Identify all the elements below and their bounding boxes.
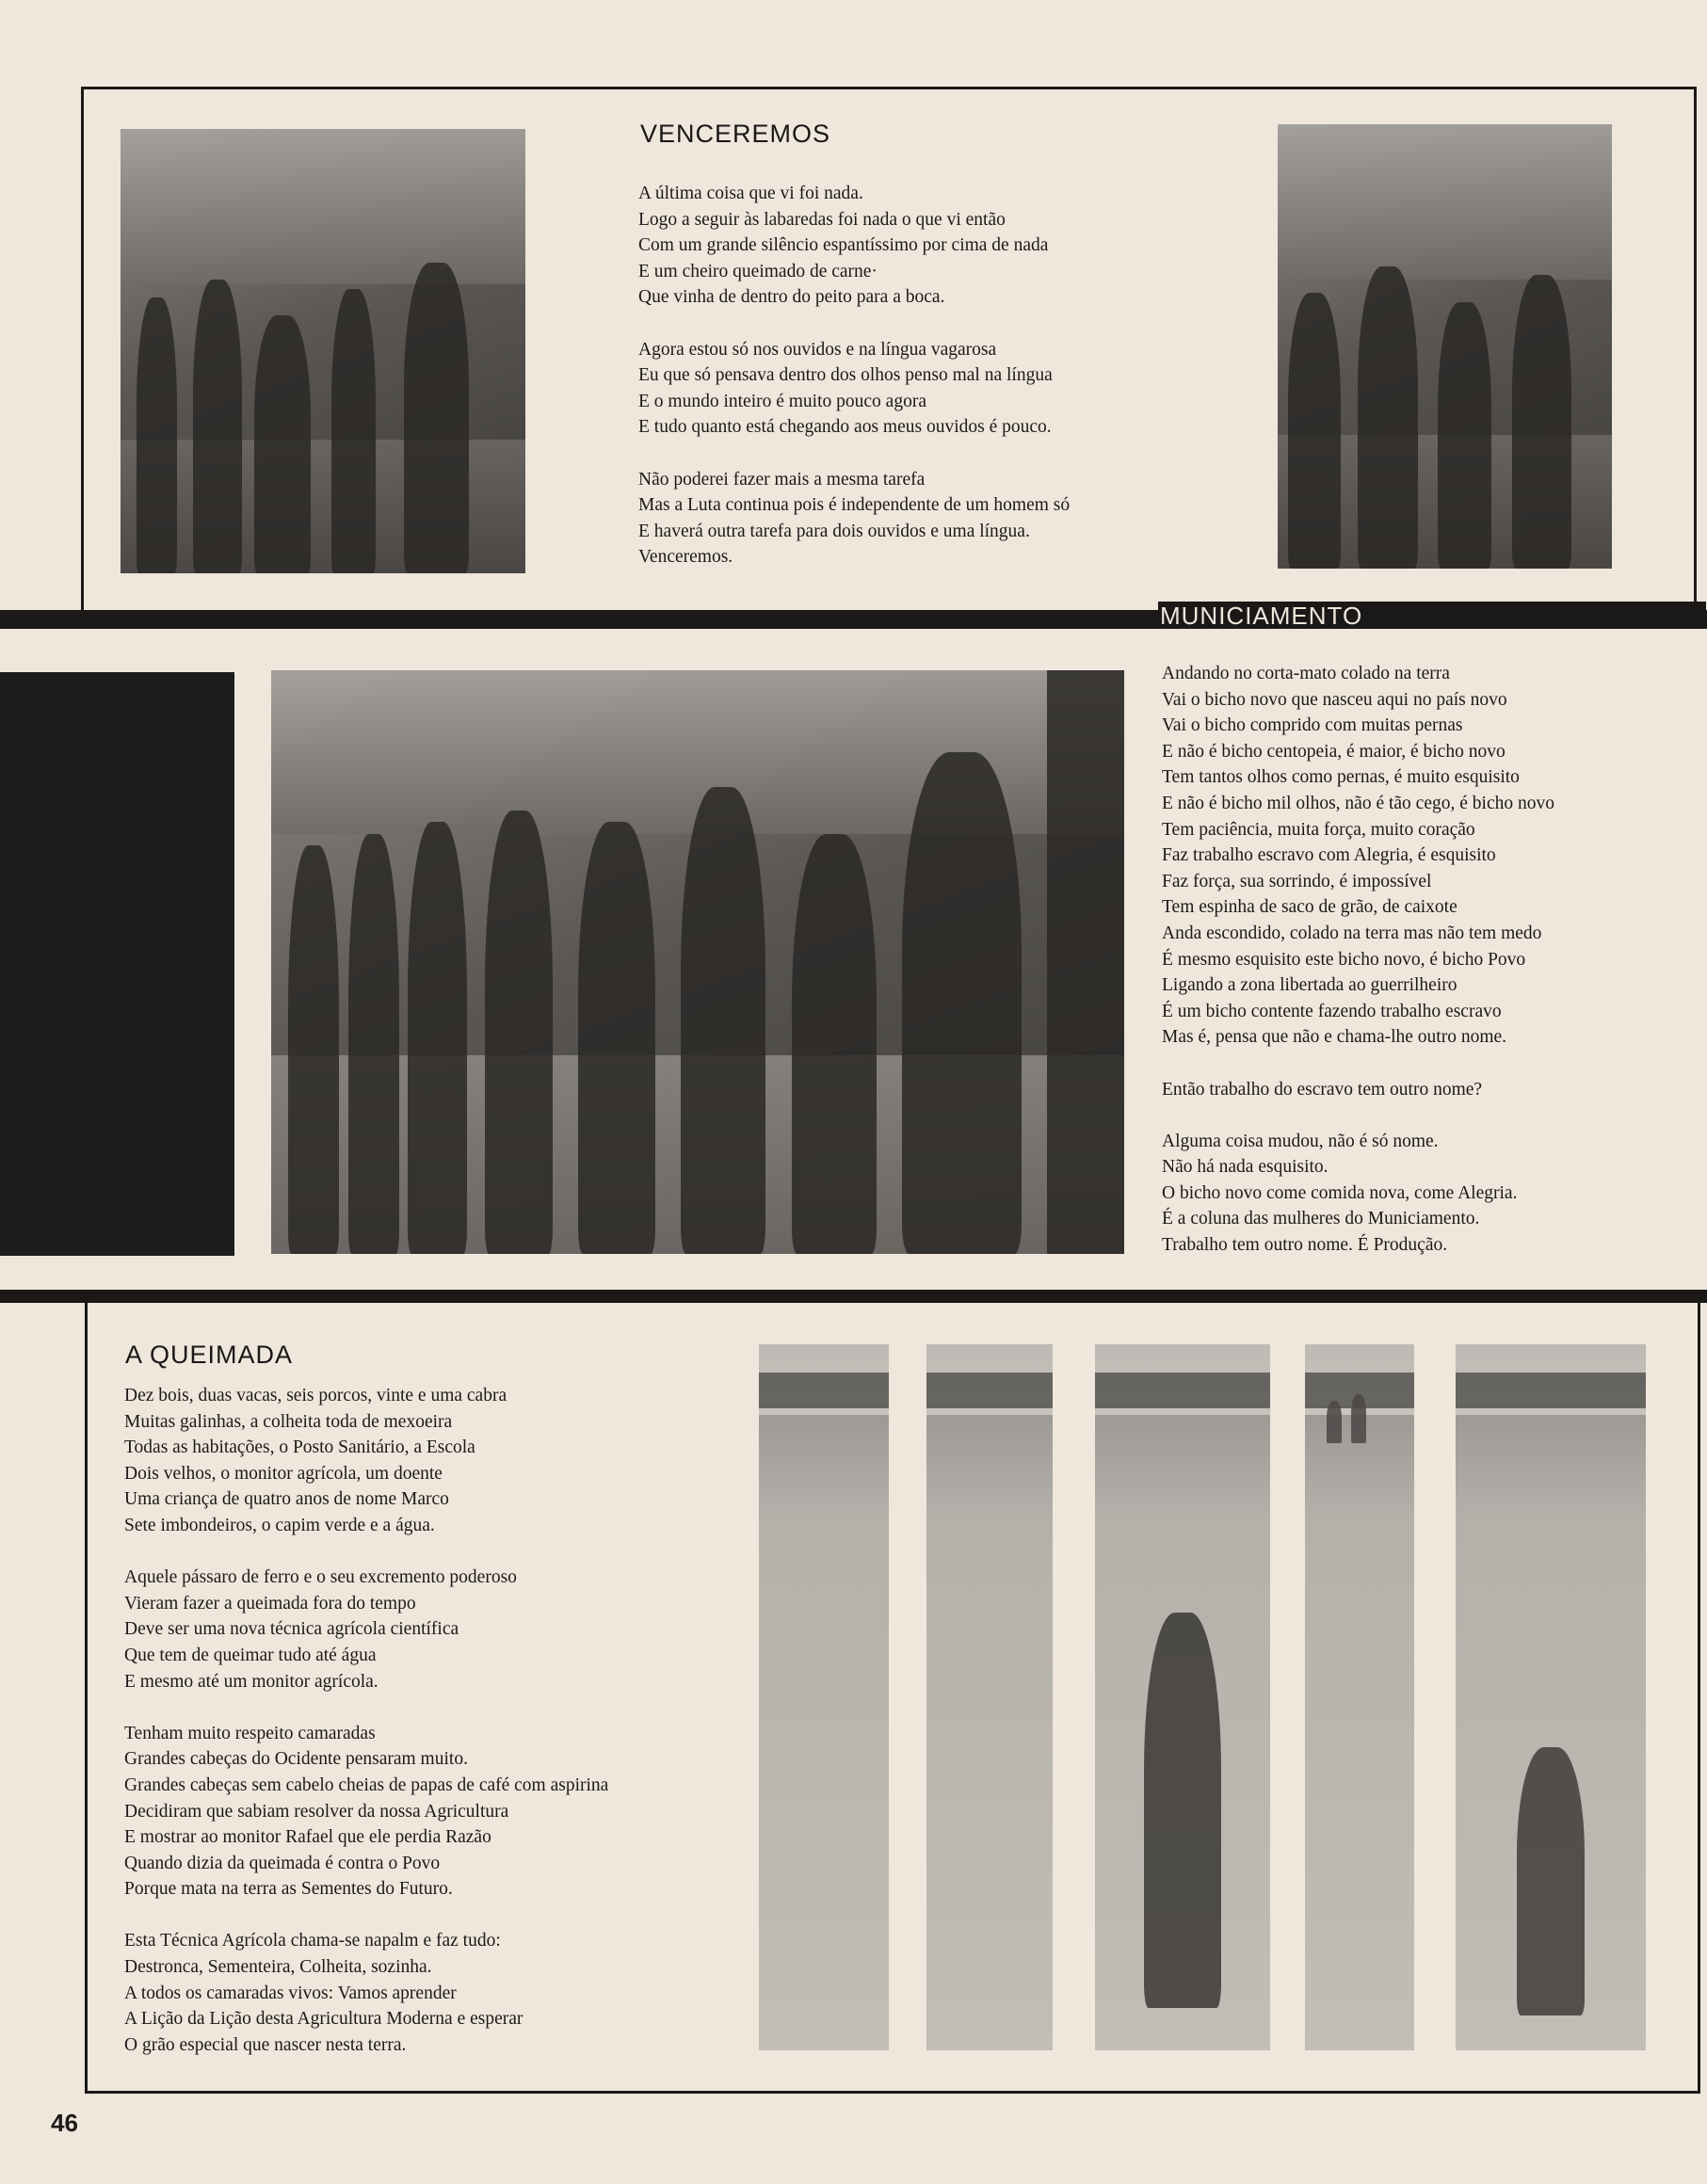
poem-line: A Lição da Lição desta Agricultura Moderna e esperar	[124, 2009, 523, 2030]
poem-line: Anda escondido, colado na terra mas não tem medo	[1162, 923, 1542, 943]
soldiers-raising-rifles-photo-left	[121, 129, 525, 573]
dark-photo-panel	[0, 672, 234, 1256]
middle-band-bottom	[0, 1290, 1707, 1303]
poem-line: Agora estou só nos ouvidos e na língua vagarosa	[638, 339, 997, 360]
child-standing-strip-photo	[1456, 1344, 1646, 2050]
poem-line: Andando no corta-mato colado na terra	[1162, 664, 1450, 683]
poem-line: Que vinha de dentro do peito para a boca.	[638, 287, 945, 308]
poem-line: Logo a seguir às labaredas foi nada o que vi então	[638, 209, 1006, 230]
poem-line: Dois velhos, o monitor agrícola, um doente	[124, 1463, 443, 1484]
poem-line: Esta Técnica Agrícola chama-se napalm e faz tudo:	[124, 1931, 501, 1951]
poem-line: Trabalho tem outro nome. É Produção.	[1162, 1235, 1448, 1256]
poem-line: E um cheiro queimado de carne·	[638, 261, 878, 281]
poem-line: Decidiram que sabiam resolver da nossa Agricultura	[124, 1801, 509, 1822]
landscape-strip-photo-2	[926, 1344, 1053, 2050]
poem-line: E haverá outra tarefa para dois ouvidos e uma língua.	[638, 521, 1030, 541]
poem-line: Quando dizia da queimada é contra o Povo	[124, 1853, 441, 1873]
poem-line: Vieram fazer a queimada fora do tempo	[124, 1593, 416, 1614]
poem-line: E não é bicho mil olhos, não é tão cego, é bicho novo	[1162, 793, 1554, 813]
poem-line: Com um grande silêncio espantíssimo por cima de nada	[638, 235, 1049, 256]
poem-line: Muitas galinhas, a colheita toda de mexoeira	[124, 1411, 453, 1432]
poem-line: É a coluna das mulheres do Municiamento.	[1162, 1209, 1480, 1229]
poem-line: Aquele pássaro de ferro e o seu excremento poderoso	[124, 1567, 517, 1588]
poem-line: Grandes cabeças sem cabelo cheias de papas de café com aspirina	[124, 1774, 609, 1795]
poem-line: Faz força, sua sorrindo, é impossível	[1162, 871, 1432, 891]
poem-line: Destronca, Sementeira, Colheita, sozinha.	[124, 1957, 432, 1978]
soldiers-raising-rifles-photo-right	[1278, 124, 1612, 569]
poem-line: Tem tantos olhos como pernas, é muito esquisito	[1162, 767, 1520, 788]
poem-line: Vai o bicho novo que nasceu aqui no país novo	[1162, 689, 1507, 710]
poem-line: Alguma coisa mudou, não é só nome.	[1162, 1131, 1439, 1151]
left-rule-bottom	[85, 1303, 88, 2094]
venceremos-title: VENCEREMOS	[640, 120, 831, 148]
top-rule	[81, 87, 1697, 89]
poem-line: Deve ser uma nova técnica agrícola científica	[124, 1619, 459, 1640]
poem-line: A todos os camaradas vivos: Vamos aprender	[124, 1983, 457, 2003]
poem-line: E o mundo inteiro é muito pouco agora	[638, 391, 926, 411]
poem-line: E tudo quanto está chegando aos meus ouvidos é pouco.	[638, 417, 1052, 438]
poem-line: Faz trabalho escravo com Alegria, é esquisito	[1162, 845, 1496, 866]
poem-line: Mas é, pensa que não e chama-lhe outro nome.	[1162, 1027, 1507, 1048]
poem-line: Não há nada esquisito.	[1162, 1157, 1329, 1178]
poem-line: Todas as habitações, o Posto Sanitário, a Escola	[124, 1437, 475, 1458]
poem-line: Tem espinha de saco de grão, de caixote	[1162, 897, 1457, 918]
poem-line: Dez bois, duas vacas, seis porcos, vinte e uma cabra	[124, 1386, 507, 1405]
poem-line: E não é bicho centopeia, é maior, é bicho novo	[1162, 741, 1506, 762]
landscape-strip-photo-1	[759, 1344, 889, 2050]
women-column-with-rifles-photo	[271, 670, 1124, 1254]
page-number: 46	[51, 2109, 78, 2137]
poem-line: E mesmo até um monitor agrícola.	[124, 1671, 378, 1692]
poem-line: Não poderei fazer mais a mesma tarefa	[638, 469, 926, 490]
poem-line: Tenham muito respeito camaradas	[124, 1723, 376, 1743]
poem-line: Sete imbondeiros, o capim verde e a água.	[124, 1515, 435, 1535]
poem-line: Uma criança de quatro anos de nome Marco	[124, 1489, 449, 1510]
queimada-poem	[124, 1383, 608, 2058]
poem-line: Mas a Luta continua pois é independente de um homem só	[638, 495, 1071, 516]
woman-carrying-child-strip-photo	[1095, 1344, 1270, 2050]
poem-line: A última coisa que vi foi nada.	[638, 184, 863, 203]
right-rule-top	[1694, 87, 1697, 614]
poem-line: O bicho novo come comida nova, come Alegria.	[1162, 1182, 1518, 1203]
bottom-rule	[85, 2091, 1700, 2094]
poem-line: Ligando a zona libertada ao guerrilheiro	[1162, 975, 1457, 996]
poem-line: Tem paciência, muita força, muito coração	[1162, 819, 1475, 840]
right-rule-bottom	[1698, 1303, 1700, 2094]
left-rule-top	[81, 87, 84, 614]
municiamento-poem	[1162, 661, 1554, 1259]
municiamento-title: MUNICIAMENTO	[1158, 602, 1706, 628]
poem-line: É um bicho contente fazendo trabalho escravo	[1162, 1001, 1502, 1021]
poem-line: Eu que só pensava dentro dos olhos penso mal na língua	[638, 365, 1053, 386]
poem-line: Venceremos.	[638, 547, 733, 568]
poem-line: Vai o bicho comprido com muitas pernas	[1162, 715, 1463, 736]
venceremos-poem	[638, 181, 1070, 570]
poem-line: É mesmo esquisito este bicho novo, é bicho Povo	[1162, 949, 1526, 970]
queimada-title: A QUEIMADA	[125, 1341, 294, 1369]
poem-line: E mostrar ao monitor Rafael que ele perdia Razão	[124, 1827, 491, 1848]
poem-line: Grandes cabeças do Ocidente pensaram muito.	[124, 1749, 468, 1770]
poem-line: Porque mata na terra as Sementes do Futuro.	[124, 1879, 453, 1900]
poem-line: O grão especial que nascer nesta terra.	[124, 2034, 407, 2055]
distant-figures-strip-photo	[1305, 1344, 1414, 2050]
poem-line: Que tem de queimar tudo até água	[124, 1645, 377, 1665]
poem-line: Então trabalho do escravo tem outro nome?	[1162, 1079, 1483, 1100]
